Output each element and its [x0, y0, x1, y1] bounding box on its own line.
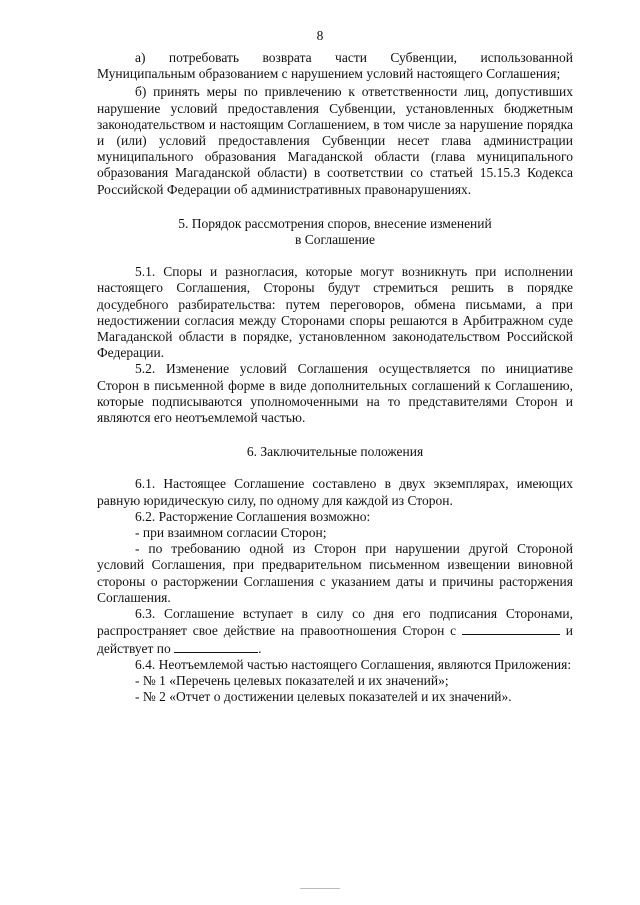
paragraph-a: а) потребовать возврата части Субвенции, использованной Муниципальным образованием с нарушением условий настоящего Соглашения;	[97, 50, 573, 82]
clause-6-3-part1: 6.3. Соглашение вступает в силу со дня его подписания Сторонами, распространяет свое действие на правоотношения Сторон с	[97, 606, 573, 639]
start-date-blank[interactable]	[462, 622, 560, 635]
clause-5-1: 5.1. Споры и разногласия, которые могут возникнуть при исполнении настоящего Соглашения, Стороны будут стремиться решить в порядке досудебного разбирательства: путем переговоров, обмена письмами, а при недостижении согласия между Сторонами споры решаются в Арбитражном суде Магаданской области в порядке, установленном законодательством Российской Федерации.	[97, 264, 573, 361]
page-number: 8	[316, 28, 324, 43]
section-6-title-text: 6. Заключительные положения	[246, 444, 424, 460]
clause-6-4: 6.4. Неотъемлемой частью настоящего Соглашения, являются Приложения:	[135, 656, 572, 672]
clause-6-3-part3: .	[258, 640, 262, 656]
clause-6-3-part2: и действует по	[97, 623, 573, 656]
section-5-title	[97, 216, 573, 248]
clause-6-2-item-1: - при взаимном согласии Сторон;	[135, 525, 327, 541]
section-5-title-line2: в Соглашение	[295, 232, 375, 248]
document-body	[97, 50, 573, 705]
clause-6-2: 6.2. Расторжение Соглашения возможно:	[135, 508, 371, 524]
paragraph-b: б) принять меры по привлечению к ответственности лиц, допустивших нарушение условий предоставления Субвенции, установленных бюджетным законодательством и настоящим Соглашением, в том числе за нарушение порядка и (или) условий предоставления Субвенции несет глава администрации муниципального образования Магаданской области (глава муниципального образования Магаданской области) в соответствии со статьей 15.15.3 Кодекса Российской Федерации об административных правонарушениях.	[97, 84, 573, 197]
clause-6-1: 6.1. Настоящее Соглашение составлено в двух экземплярах, имеющих равную юридическую силу, по одному для каждой из Сторон.	[97, 476, 573, 508]
annex-item-2: - № 2 «Отчет о достижении целевых показателей и их значений».	[135, 689, 512, 705]
clause-6-3	[97, 606, 573, 657]
clause-5-2: 5.2. Изменение условий Соглашения осуществляется по инициативе Сторон в письменной форме в виде дополнительных соглашений к Соглашению, которые подписываются уполномоченными на то представителями Сторон и являются его неотъемлемой частью.	[97, 361, 573, 426]
end-date-blank[interactable]	[174, 640, 258, 653]
section-5-title-line1: 5. Порядок рассмотрения споров, внесение изменений	[178, 215, 492, 231]
clause-6-2-item-2: - по требованию одной из Сторон при нарушении другой Стороной условий Соглашения, при предварительном письменном извещении виновной стороны о расторжении Соглашения с указанием даты и причины расторжения Соглашения.	[97, 541, 573, 605]
section-6-title	[97, 444, 573, 460]
scan-edge-mark	[300, 888, 340, 889]
annex-item-1: - № 1 «Перечень целевых показателей и их значений»;	[135, 672, 449, 688]
